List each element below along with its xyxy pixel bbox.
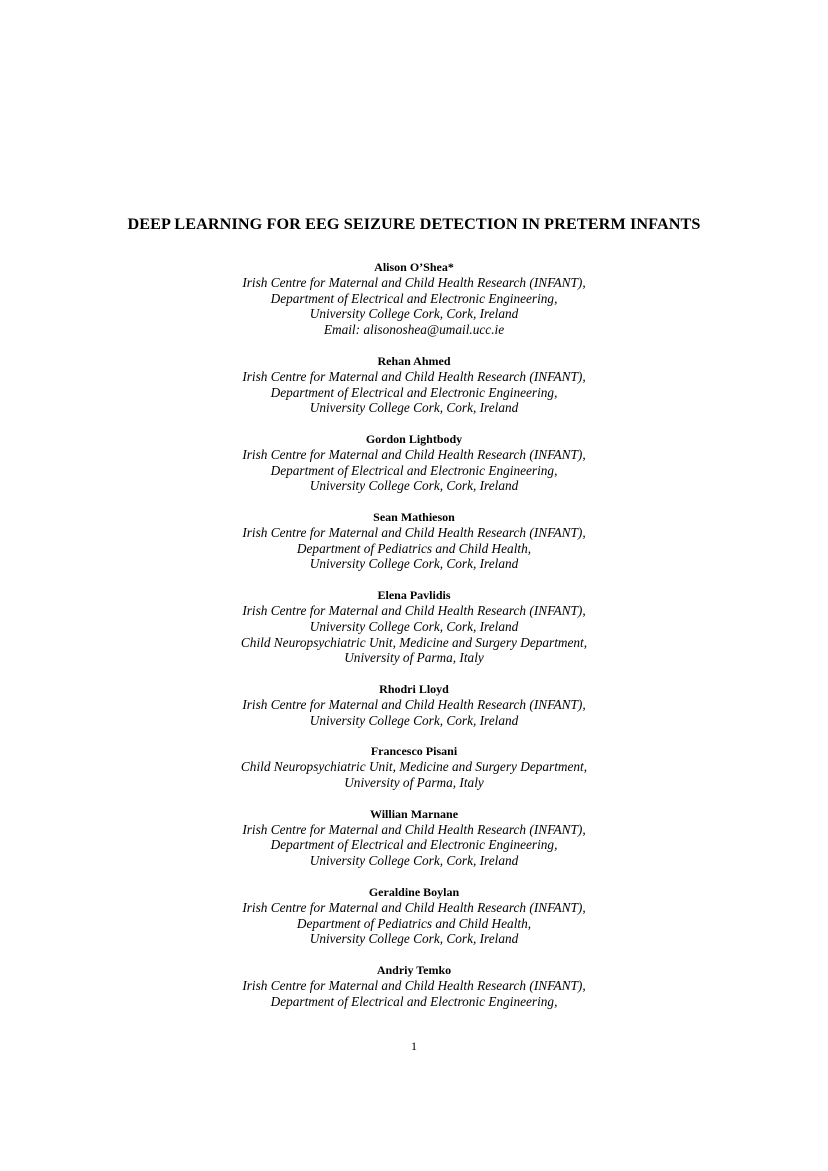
author-affiliation-line: Irish Centre for Maternal and Child Health Research (INFANT), <box>242 821 586 837</box>
author-affiliation-line: Email: alisonoshea@umail.ucc.ie <box>323 322 505 338</box>
author-name: Elena Pavlidis <box>377 588 451 603</box>
author-affiliation-line: University of Parma, Italy <box>344 775 484 791</box>
author-block <box>0 353 828 416</box>
author-block <box>0 806 828 869</box>
author-list <box>0 259 828 1024</box>
author-affiliation-line: University College Cork, Cork, Ireland <box>309 556 519 572</box>
author-block <box>0 431 828 494</box>
author-affiliation-line: University College Cork, Cork, Ireland <box>309 618 519 634</box>
author-affiliation-line: Irish Centre for Maternal and Child Health Research (INFANT), <box>242 446 586 462</box>
author-name: Andriy Temko <box>376 962 452 977</box>
author-affiliation-line: University College Cork, Cork, Ireland <box>309 400 519 416</box>
author-affiliation-line: Irish Centre for Maternal and Child Health Research (INFANT), <box>242 977 586 993</box>
author-affiliation-line: University College Cork, Cork, Ireland <box>309 931 519 947</box>
author-affiliation-line: Department of Electrical and Electronic Engineering, <box>270 993 558 1009</box>
author-affiliation-line: Department of Electrical and Electronic Engineering, <box>270 290 558 306</box>
page-number: 1 <box>411 1039 417 1053</box>
author-affiliation-line: Irish Centre for Maternal and Child Health Research (INFANT), <box>242 696 586 712</box>
author-affiliation-line: Child Neuropsychiatric Unit, Medicine and Surgery Department, <box>240 634 588 650</box>
author-affiliation-line: University College Cork, Cork, Ireland <box>309 712 519 728</box>
author-name: Rehan Ahmed <box>377 353 451 368</box>
author-name: Francesco Pisani <box>370 744 458 759</box>
author-name: Geraldine Boylan <box>368 884 460 899</box>
author-block <box>0 884 828 947</box>
author-affiliation-line: Department of Electrical and Electronic Engineering, <box>270 462 558 478</box>
author-affiliation-line: Irish Centre for Maternal and Child Health Research (INFANT), <box>242 603 586 619</box>
author-affiliation-line: Irish Centre for Maternal and Child Health Research (INFANT), <box>242 275 586 290</box>
author-affiliation-line: Irish Centre for Maternal and Child Health Research (INFANT), <box>242 525 586 541</box>
author-affiliation-line: Department of Electrical and Electronic Engineering, <box>270 837 558 853</box>
author-name: Gordon Lightbody <box>365 431 463 446</box>
author-affiliation-line: Department of Pediatrics and Child Health, <box>296 540 532 556</box>
author-affiliation-line: Department of Electrical and Electronic Engineering, <box>270 384 558 400</box>
author-affiliation-line: Irish Centre for Maternal and Child Health Research (INFANT), <box>242 899 586 915</box>
author-block <box>0 509 828 572</box>
author-affiliation-line: University of Parma, Italy <box>344 650 484 666</box>
author-affiliation-line: University College Cork, Cork, Ireland <box>309 478 519 494</box>
author-block <box>0 259 828 338</box>
author-name: Alison O’Shea* <box>374 260 454 274</box>
author-affiliation-line: Child Neuropsychiatric Unit, Medicine and Surgery Department, <box>240 759 588 775</box>
author-block <box>0 962 828 1009</box>
author-name: Willian Marnane <box>369 806 459 821</box>
author-name: Sean Mathieson <box>373 510 455 525</box>
author-affiliation-line: Irish Centre for Maternal and Child Health Research (INFANT), <box>242 368 586 384</box>
author-block <box>0 743 828 790</box>
author-affiliation-line: Department of Pediatrics and Child Health, <box>296 915 532 931</box>
paper-title: DEEP LEARNING FOR EEG SEIZURE DETECTION IN PRETERM INFANTS <box>127 215 701 233</box>
author-name: Rhodri Lloyd <box>379 681 449 696</box>
author-affiliation-line: University College Cork, Cork, Ireland <box>309 306 519 322</box>
author-block <box>0 587 828 666</box>
author-affiliation-line: University College Cork, Cork, Ireland <box>309 853 519 869</box>
author-block <box>0 681 828 728</box>
